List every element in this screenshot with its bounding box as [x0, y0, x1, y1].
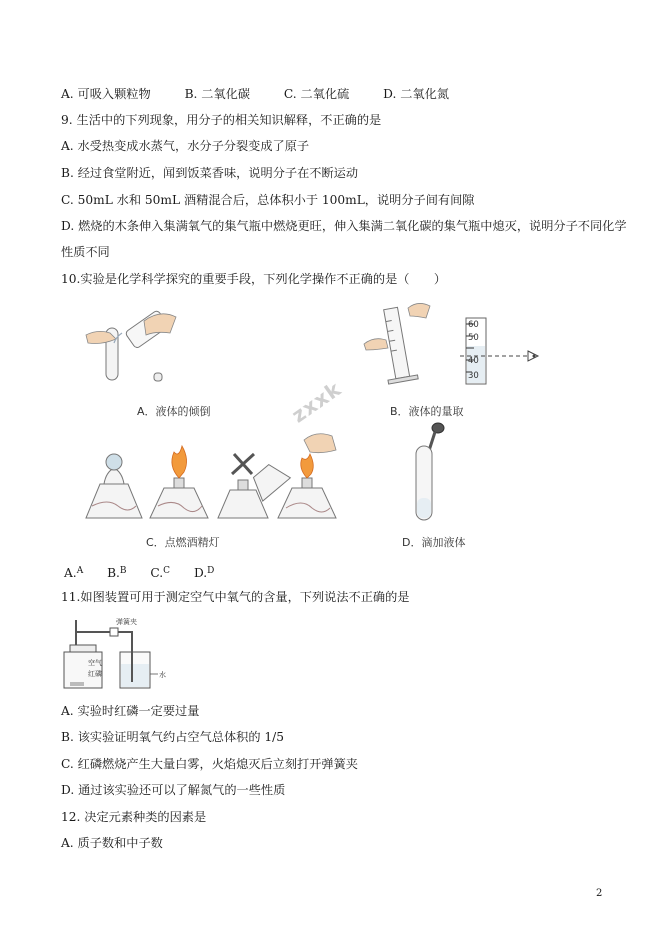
- q9-option-b: B. 经过食堂附近，闻到饭菜香味，说明分子在不断运动: [61, 166, 359, 180]
- q11-option-a: A. 实验时红磷一定要过量: [61, 704, 200, 718]
- q9-option-d: D. 燃烧的木条伸入集满氧气的集气瓶中燃烧更旺，伸入集满二氧化碳的集气瓶中熄灭，说明分子不同化学: [61, 219, 627, 233]
- q8-option-b: B. 二氧化碳: [184, 87, 251, 101]
- q10-stem: 10.实验是化学科学探究的重要手段，下列化学操作不正确的是（ ）: [61, 272, 447, 286]
- q9-option-c: C. 50mL 水和 50mL 酒精混合后，总体积小于 100mL，说明分子间有间隙: [61, 193, 475, 207]
- caption-a: A．液体的倾倒: [137, 405, 211, 418]
- q9-option-a: A. 水受热变成水蒸气，水分子分裂变成了原子: [61, 139, 310, 153]
- figure-dropping-liquid: [408, 420, 448, 525]
- figure-alcohol-lamps: [78, 428, 340, 528]
- q10-option-c: C.$^C$: [150, 566, 171, 580]
- q9-option-d-cont: 性质不同: [61, 245, 110, 259]
- q11-option-c: C. 红磷燃烧产生大量白雾，火焰熄灭后立刻打开弹簧夹: [61, 757, 358, 771]
- label-water: 水: [159, 671, 166, 679]
- q10-option-d: D.$^D$: [193, 566, 215, 580]
- cylinder-tick-50: 50: [468, 333, 479, 343]
- caption-b: B．液体的量取: [390, 405, 464, 418]
- cylinder-tick-60: 60: [468, 320, 479, 330]
- q11-option-d: D. 通过该实验还可以了解氮气的一些性质: [61, 783, 286, 797]
- q12-option-a: A. 质子数和中子数: [61, 836, 163, 850]
- q8-options: [61, 85, 479, 103]
- label-air: 空气: [88, 659, 102, 667]
- cylinder-tick-30: 30: [468, 371, 479, 381]
- q8-option-d: D. 二氧化氮: [383, 87, 450, 101]
- watermark: zxxk: [287, 376, 346, 428]
- q8-option-c: C. 二氧化硫: [283, 87, 350, 101]
- caption-d: D．滴加液体: [402, 536, 466, 549]
- label-spring-clip: 弹簧夹: [116, 618, 137, 626]
- q12-stem: 12. 决定元素种类的因素是: [61, 810, 207, 824]
- q10-options: [64, 562, 214, 582]
- figure-liquid-pouring: [82, 303, 202, 388]
- q11-stem: 11.如图装置可用于测定空气中氧气的含量，下列说法不正确的是: [61, 590, 410, 604]
- caption-c: C．点燃酒精灯: [146, 536, 220, 549]
- figure-cylinder-reading: [362, 300, 544, 390]
- cylinder-tick-40: 40: [468, 356, 479, 366]
- q10-option-b: B.$^B$: [107, 566, 127, 580]
- label-red-phosphorus: 红磷: [88, 670, 102, 678]
- q10-option-a: A.$^A$: [64, 566, 84, 580]
- page-number: 2: [596, 888, 603, 899]
- q11-option-b: B. 该实验证明氧气约占空气总体积的 1/5: [61, 730, 285, 744]
- q9-stem: 9. 生活中的下列现象，用分子的相关知识解释，不正确的是: [61, 113, 382, 127]
- q8-option-a: A. 可吸入颗粒物: [61, 87, 151, 101]
- figure-oxygen-apparatus: [62, 612, 172, 692]
